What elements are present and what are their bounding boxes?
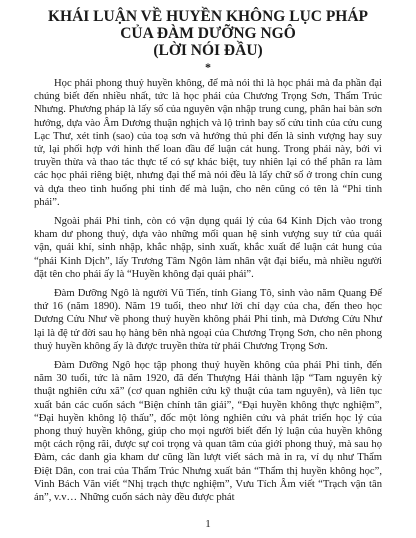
page-number: 1 bbox=[205, 518, 211, 530]
paragraph-1: Học phái phong thuỷ huyền không, để mà nói thì là học phái mà đa phần đại chúng biết đến nhiều nhất, tức là học phái của Chương Trọng Sơn, Thẩm Trúc Nhưng. Phương pháp là lấy số của nguyên vận nhập trung cung, phân hai bàn sơn hướng, dựa vào Âm Dương thuận nghịch và lộ trình bay số cửu tinh của cửu cung Lạc Thư, xét tinh (sao) của toạ sơn và hướng thủ phi đến là sinh vượng hay suy tử, lại phối hợp với hình thế loan đầu để luận cát hung. Trong phái này, bởi vì truyền thừa và thao tác thực tế có sự khác biệt, tuy nhiên lại có thể phân ra làm các học phái riêng biệt, nhưng đại thể mà nói đều là lấy chữ số ở trong chín cung và dựa theo tình huống phi tinh để mà luận, cho nên cũng có tên là “Phi tinh phái”. bbox=[34, 78, 382, 208]
paragraph-2: Ngoài phái Phi tinh, còn có vận dụng quái lý của 64 Kinh Dịch vào trong kham dư phong thuỷ, dựa vào những mối quan hệ sinh vượng suy tử của quái vận, quái khí, sinh nhập, khắc nhập, sinh xuất, khắc xuất để luận cát hung của “phái Kinh Dịch”, lấy Trương Tâm Ngôn làm nhân vật đại biểu, mà nhiều người đặt tên cho phái ấy là “Huyền không đại quái phái”. bbox=[34, 216, 382, 280]
document-title bbox=[34, 8, 382, 59]
title-line-1: KHÁI LUẬN VỀ HUYỀN KHÔNG LỤC PHÁP bbox=[47, 8, 369, 25]
section-separator: * bbox=[205, 60, 211, 74]
title-line-3: (LỜI NÓI ĐẦU) bbox=[153, 42, 263, 59]
paragraph-3: Đàm Dưỡng Ngô là người Vũ Tiến, tỉnh Giang Tô, sinh vào năm Quang Đế thứ 16 (năm 1890). Năm 19 tuổi, theo như lời chỉ dạy của cha, đến theo học Dương Cửu Như về phong thuỷ huyền không phái Phi tinh, mà Dương Cửu Như lại là đệ tử đời sau họ hàng bên nhà ngoại của Chương Trọng Sơn, cho nên phong thuỷ huyền không ấy là được truyền thừa từ phái Chương Trọng Sơn. bbox=[34, 288, 382, 352]
title-line-2: CỦA ĐÀM DƯỠNG NGÔ bbox=[120, 25, 296, 42]
paragraph-4: Đàm Dưỡng Ngô học tập phong thuỷ huyền không của phái Phi tinh, đến năm 30 tuổi, tức là năm 1920, đã đến Thượng Hải thành lập “Tam nguyên kỳ thuật nghiên cứu xã” (cơ quan nghiên cứu kỹ thuật của tam nguyên), và liên tục xuất bản các cuốn sách “Biện chính tân giải”, “Đại huyền không thực nghiệm”, “Đại huyền không lộ thấu”, đốc một lòng nghiên cứu và phát triển học lý của phong thuỷ huyền không, giúp cho mọi người biết đến lý luận của huyền không một cách rộng rãi, được sự coi trọng và quan tâm của giới phong thuỷ, mà sau họ Đàm, các danh gia kham dư cũng lần lượt viết sách mà in ra, ví dụ như Thẩm Điệt Dân, con trai của Thẩm Trúc Nhưng xuất bản “Thẩm thị huyền không học”, Vinh Bách Văn viết “Nhị trạch thực nghiệm”, Vưu Tích Âm viết “Trạch vận tân án”, v.v… Những cuốn sách này đều được phát bbox=[34, 360, 382, 504]
